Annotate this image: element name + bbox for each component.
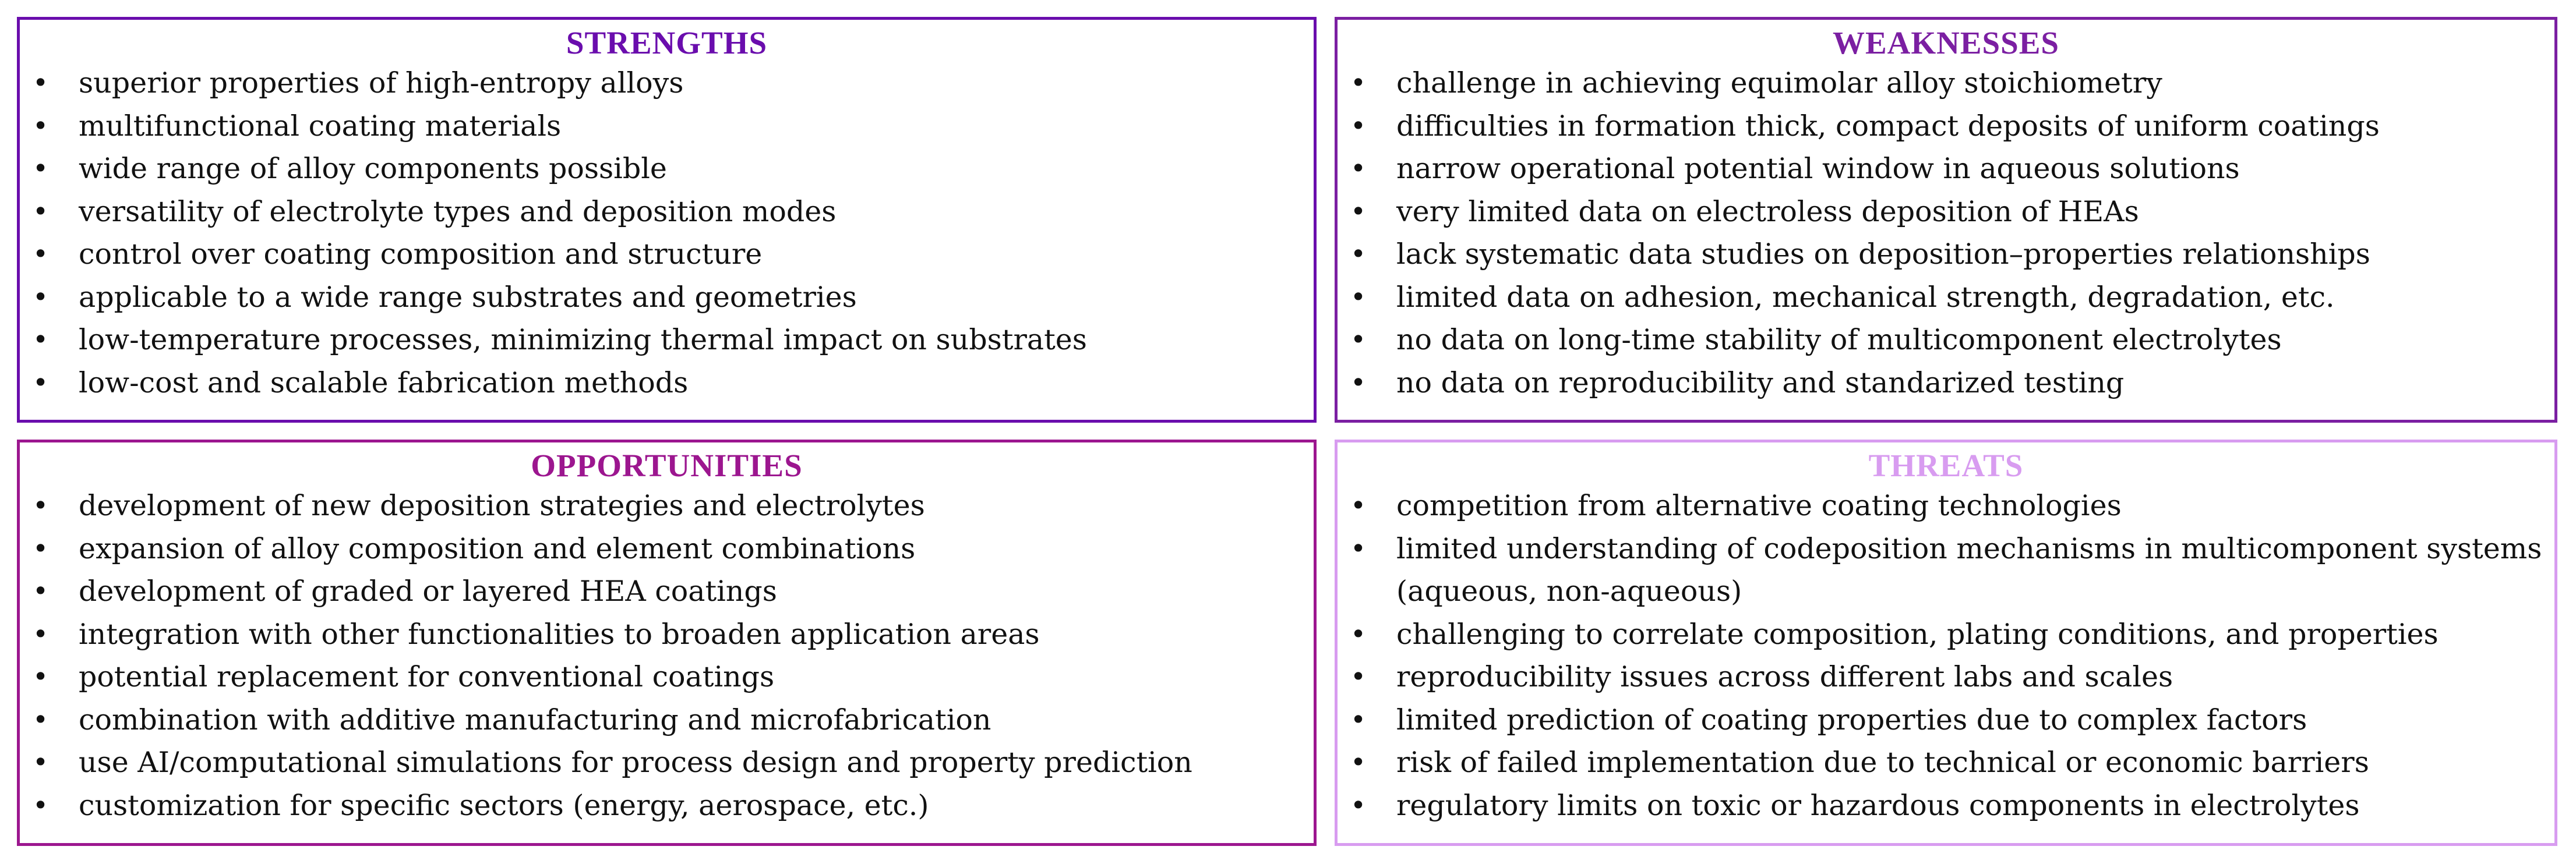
weaknesses-item-text: no data on long-time stability of multicomponent electrolytes (1396, 323, 2282, 356)
bullet-icon: • (33, 703, 49, 735)
bullet-icon: • (33, 195, 49, 227)
opportunities-item (20, 527, 1314, 571)
threats-item (1338, 699, 2554, 742)
strengths-title: STRENGTHS (566, 25, 768, 61)
threats-item (1338, 656, 2554, 699)
opportunities-item (20, 613, 1314, 656)
weaknesses-item-text: limited data on adhesion, mechanical strength, degradation, etc. (1396, 280, 2335, 314)
strengths-item (20, 190, 1314, 233)
strengths-list (20, 62, 1314, 404)
weaknesses-item (1338, 318, 2554, 362)
threats-item (1338, 484, 2554, 527)
bullet-icon: • (1350, 789, 1367, 821)
opportunities-item (20, 741, 1314, 784)
strengths-item (20, 62, 1314, 105)
threats-item-text: regulatory limits on toxic or hazardous components in electrolytes (1396, 788, 2360, 822)
threats-item (1338, 784, 2554, 827)
bullet-icon: • (1350, 703, 1367, 735)
weaknesses-item (1338, 190, 2554, 233)
bullet-icon: • (1350, 281, 1367, 313)
threats-item-text: limited understanding of codeposition mechanisms in multicomponent systems (aqueous, non-aqueous) (1396, 532, 2542, 608)
strengths-item-text: applicable to a wide range substrates and geometries (79, 280, 857, 314)
opportunities-item-text: expansion of alloy composition and element combinations (79, 532, 916, 565)
weaknesses-item-text: narrow operational potential window in aqueous solutions (1396, 152, 2240, 185)
opportunities-item-text: potential replacement for conventional coatings (79, 660, 775, 693)
weaknesses-item (1338, 276, 2554, 319)
opportunities-list (20, 484, 1314, 827)
threats-item (1338, 527, 2554, 613)
strengths-item-text: superior properties of high-entropy alloys (79, 66, 684, 100)
strengths-item-text: low-temperature processes, minimizing thermal impact on substrates (79, 323, 1087, 356)
threats-item (1338, 613, 2554, 656)
bullet-icon: • (33, 746, 49, 778)
opportunities-item-text: combination with additive manufacturing and microfabrication (79, 703, 991, 736)
opportunities-item-text: use AI/computational simulations for process design and property prediction (79, 746, 1192, 779)
bullet-icon: • (33, 153, 49, 184)
threats-item (1338, 741, 2554, 784)
strengths-item-text: versatility of electrolyte types and deposition modes (79, 194, 837, 228)
weaknesses-item-text: challenge in achieving equimolar alloy stoichiometry (1396, 66, 2162, 100)
weaknesses-item (1338, 362, 2554, 405)
bullet-icon: • (1350, 238, 1367, 270)
opportunities-item-text: development of graded or layered HEA coatings (79, 575, 777, 608)
opportunities-title: OPPORTUNITIES (531, 448, 803, 483)
bullet-icon: • (33, 324, 49, 355)
strengths-item (20, 362, 1314, 405)
bullet-icon: • (33, 490, 49, 521)
bullet-icon: • (33, 366, 49, 398)
weaknesses-list (1338, 62, 2554, 404)
weaknesses-title: WEAKNESSES (1832, 25, 2060, 61)
bullet-icon: • (33, 67, 49, 98)
weaknesses-item-text: difficulties in formation thick, compact deposits of uniform coatings (1396, 109, 2380, 143)
opportunities-item-text: customization for specific sectors (energy, aerospace, etc.) (79, 788, 929, 822)
opportunities-quadrant (17, 440, 1317, 846)
weaknesses-item-text: no data on reproducibility and standarized testing (1396, 366, 2125, 399)
strengths-item (20, 233, 1314, 276)
threats-title: THREATS (1868, 448, 2024, 483)
bullet-icon: • (1350, 109, 1367, 141)
threats-item-text: reproducibility issues across different labs and scales (1396, 660, 2173, 693)
bullet-icon: • (33, 618, 49, 650)
bullet-icon: • (33, 238, 49, 270)
bullet-icon: • (1350, 366, 1367, 398)
bullet-icon: • (33, 575, 49, 607)
opportunities-item (20, 484, 1314, 527)
bullet-icon: • (1350, 490, 1367, 521)
bullet-icon: • (1350, 324, 1367, 355)
bullet-icon: • (33, 661, 49, 692)
threats-item-text: competition from alternative coating technologies (1396, 489, 2122, 522)
threats-item-text: limited prediction of coating properties due to complex factors (1396, 703, 2307, 736)
weaknesses-item-text: lack systematic data studies on deposition–properties relationships (1396, 238, 2370, 271)
bullet-icon: • (1350, 195, 1367, 227)
bullet-icon: • (1350, 532, 1367, 564)
opportunities-item (20, 784, 1314, 827)
weaknesses-item (1338, 147, 2554, 190)
weaknesses-item (1338, 62, 2554, 105)
bullet-icon: • (1350, 153, 1367, 184)
bullet-icon: • (33, 109, 49, 141)
threats-list (1338, 484, 2554, 827)
bullet-icon: • (1350, 67, 1367, 98)
strengths-item-text: control over coating composition and structure (79, 238, 763, 271)
weaknesses-item (1338, 105, 2554, 148)
bullet-icon: • (1350, 746, 1367, 778)
strengths-item-text: low-cost and scalable fabrication methods (79, 366, 689, 399)
weaknesses-item (1338, 233, 2554, 276)
bullet-icon: • (33, 789, 49, 821)
strengths-item (20, 276, 1314, 319)
strengths-item (20, 318, 1314, 362)
weaknesses-item-text: very limited data on electroless deposition of HEAs (1396, 194, 2139, 228)
bullet-icon: • (1350, 618, 1367, 650)
bullet-icon: • (33, 532, 49, 564)
opportunities-item (20, 699, 1314, 742)
strengths-quadrant (17, 17, 1317, 423)
opportunities-item-text: development of new deposition strategies and electrolytes (79, 489, 925, 522)
bullet-icon: • (1350, 661, 1367, 692)
opportunities-item (20, 656, 1314, 699)
threats-item-text: challenging to correlate composition, plating conditions, and properties (1396, 617, 2439, 651)
strengths-item (20, 147, 1314, 190)
opportunities-item (20, 570, 1314, 613)
opportunities-item-text: integration with other functionalities to broaden application areas (79, 617, 1040, 651)
strengths-item-text: multifunctional coating materials (79, 109, 562, 143)
strengths-item (20, 105, 1314, 148)
bullet-icon: • (33, 281, 49, 313)
weaknesses-quadrant (1335, 17, 2557, 423)
threats-item-text: risk of failed implementation due to technical or economic barriers (1396, 746, 2369, 779)
threats-quadrant (1335, 440, 2557, 846)
strengths-item-text: wide range of alloy components possible (79, 152, 667, 185)
